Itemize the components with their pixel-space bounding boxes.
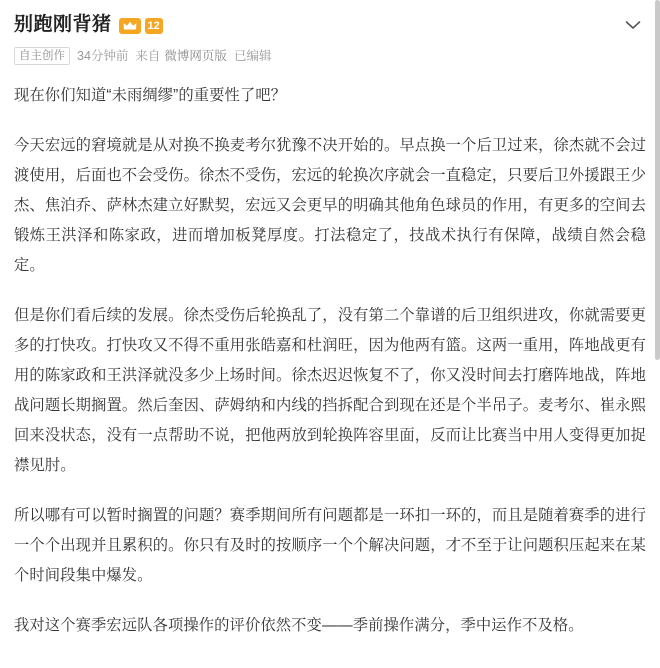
post-time: 34分钟前: [77, 49, 129, 63]
post-content: [14, 81, 646, 641]
crown-icon: [119, 18, 141, 34]
post-paragraph: 我对这个赛季宏远队各项操作的评价依然不变——季前操作满分，季中运作不及格。: [14, 617, 584, 634]
post-header: [14, 10, 646, 40]
scrollbar[interactable]: [655, 0, 660, 668]
post-meta: [14, 47, 646, 65]
post-paragraph: 所以哪有可以暂时搁置的问题？赛季期间所有问题都是一环扣一环的，而且是随着赛季的进行一个个出现并且累积的。你只有及时的按顺序一个个解决问题，才不至于让问题积压起来在某个时间段集中爆发。: [14, 507, 646, 584]
chevron-down-icon[interactable]: [622, 14, 644, 36]
post-paragraph: 现在你们知道“未雨绸缪”的重要性了吧？: [14, 87, 287, 104]
club-level-badge: 12: [145, 18, 163, 34]
post-from-label: 来自: [135, 49, 161, 63]
post-source[interactable]: 微博网页版: [164, 49, 227, 63]
post-paragraph: 今天宏远的窘境就是从对换不换麦考尔犹豫不决开始的。早点换一个后卫过来，徐杰就不会过渡使用，后面也不会受伤。徐杰不受伤，宏远的轮换次序就会一直稳定，只要后卫外援跟王少杰、焦泊乔、萨林杰建立好默契，宏远又会更早的明确其他角色球员的作用，有更多的空间去锻炼王洪泽和陈家政，进而增加板凳厚度。打法稳定了，技战术执行有保障，战绩自然会稳定。: [14, 137, 646, 274]
post-paragraph: 但是你们看后续的发展。徐杰受伤后轮换乱了，没有第二个靠谱的后卫组织进攻，你就需要更多的打快攻。打快攻又不得不重用张皓嘉和杜润旺，因为他两有篮。这两一重用，阵地战更有用的陈家政和王洪泽就没多少上场时间。徐杰迟迟恢复不了，你又没时间去打磨阵地战，阵地战问题长期搁置。然后奎因、萨姆纳和内线的挡拆配合到现在还是个半吊子。麦考尔、崔永熙回来没状态，没有一点帮助不说，把他两放到轮换阵容里面，反而让比赛当中用人变得更加捉襟见肘。: [14, 307, 646, 474]
original-content-tag: 自主创作: [14, 47, 70, 65]
post-edited-flag: 已编辑: [233, 49, 272, 63]
scrollbar-thumb[interactable]: [655, 0, 660, 360]
author-name[interactable]: 别跑刚背猪: [14, 14, 112, 35]
